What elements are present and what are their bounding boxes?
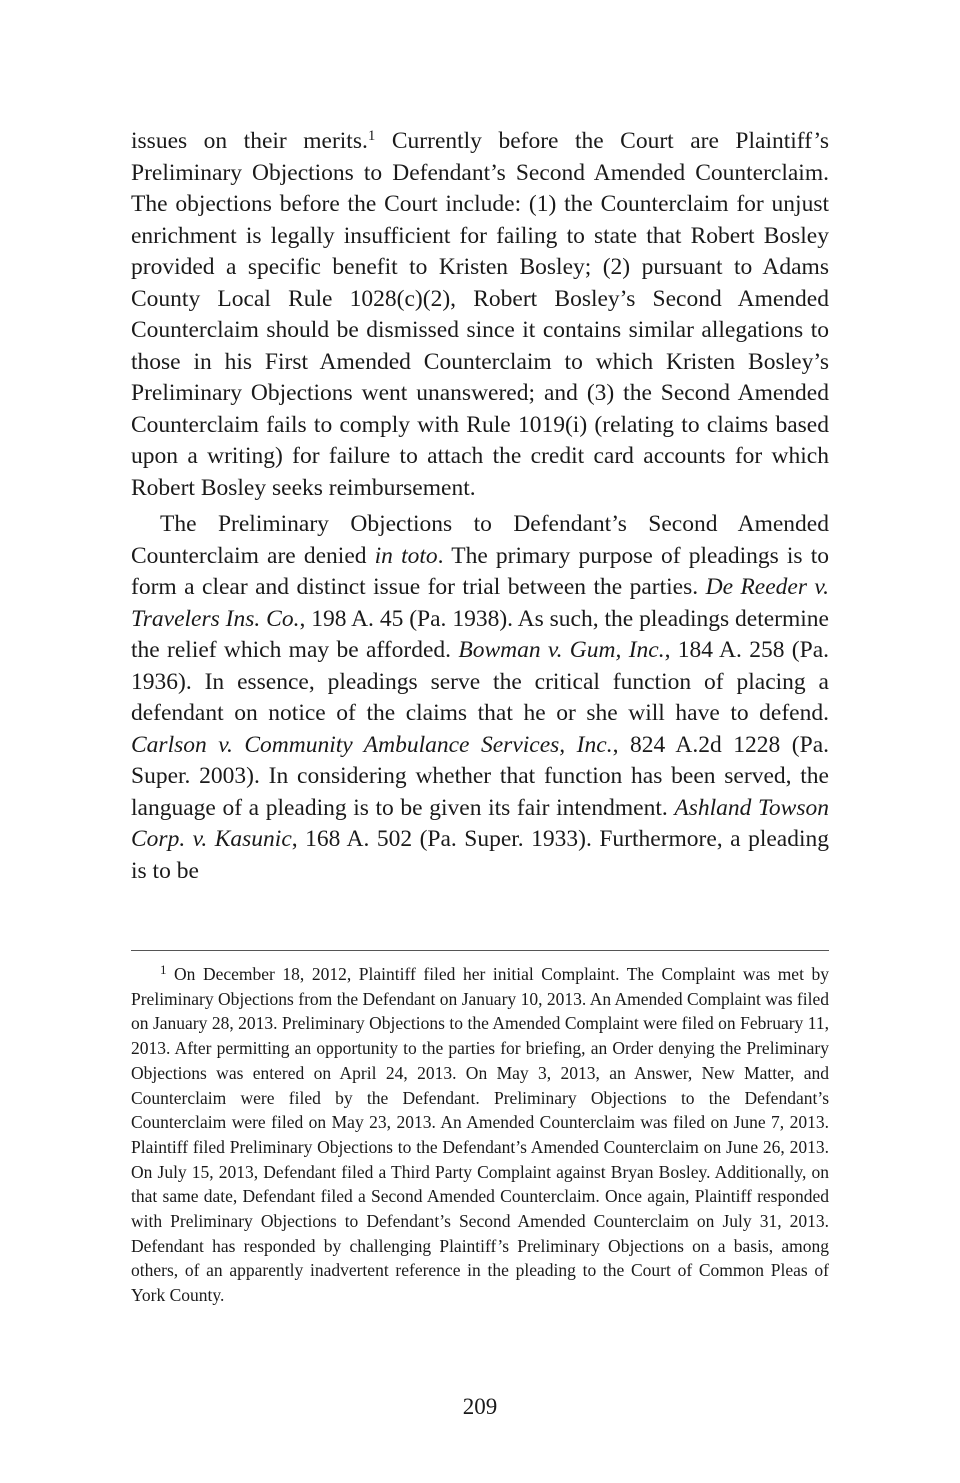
paragraph-2-text-4: , 184 A. 258 (Pa. 1936). In essence, pleadings serve the critical function of placing a defendant on notice of the claims that he or she will have to defend. — [131, 637, 830, 726]
page-number: 209 — [462, 1394, 498, 1419]
footnote-reference: 1 — [367, 128, 376, 144]
case-citation-de-reeder: De Reeder v. Travelers Ins. Co. — [131, 574, 829, 632]
paragraph-1-lead: issues on their merits. — [131, 128, 368, 154]
main-text — [131, 126, 829, 887]
footnote — [131, 962, 829, 1308]
paragraph-2-text-1: The Preliminary Objections to Defendant’s Second Amended Counterclaim are denied — [131, 511, 829, 569]
paragraph-1 — [131, 126, 829, 504]
paragraph-2-text-5: , 824 A.2d 1228 (Pa. Super. 2003). In considering whether that function has been served, the language of a pleading is to be given its fair intendment. — [131, 731, 830, 821]
case-citation-bowman: Bowman v. Gum, Inc. — [458, 637, 665, 663]
paragraph-2-text-2: . The primary purpose of pleadings is to form a clear and distinct issue for trial between the parties. — [131, 542, 829, 600]
paragraph-1-text: Currently before the Court are Plaintiff’s Preliminary Objections to Defendant’s Second Amended Counterclaim. The objections before the Court include: (1) the Counterclaim for unjust enrichment is legally insufficient for failing to state that Robert Bosley provided a specific benefit to Kristen Bosley; (2) pursuant to Adams County Local Rule 1028(c)(2), Robert Bosley’s Second Amended Counterclaim should be dismissed since it contains similar allegations to those in his First Amended Counterclaim to which Kristen Bosley’s Preliminary Objections went unanswered; and (3) the Second Amended Counterclaim fails to comply with Rule 1019(i) (relating to claims based upon a writing) for failure to attach the credit card accounts for which Robert Bosley seeks reimbursement. — [131, 128, 829, 501]
paragraph-2 — [131, 509, 829, 887]
case-citation-ashland: Ashland Towson Corp. v. Kasunic — [131, 794, 829, 852]
footnote-number: 1 — [160, 962, 167, 977]
paragraph-2-text-3: , 198 A. 45 (Pa. 1938). As such, the pleadings determine the relief which may be afforded. — [131, 605, 829, 663]
footnote-text: On December 18, 2012, Plaintiff filed her initial Complaint. The Complaint was met by Preliminary Objections from the Defendant on January 10, 2013. An Amended Complaint was filed on January 28, 2013. Preliminary Objections to the Amended Complaint were filed on February 11, 2013. After permitting an opportunity to the parties for briefing, an Order denying the Preliminary Objections was entered on April 24, 2013. On May 3, 2013, an Answer, New Matter, and Counterclaim were filed by the Defendant. Preliminary Objections to the Defendant’s Counterclaim were filed on May 23, 2013. An Amended Counterclaim was filed on June 7, 2013. Plaintiff filed Preliminary Objections to the Defendant’s Amended Counterclaim on June 26, 2013. On July 15, 2013, Defendant filed a Third Party Complaint against Bryan Bosley. Additionally, on that same date, Defendant filed a Second Amended Counterclaim. Once again, Plaintiff responded with Preliminary Objections to Defendant’s Second Amended Counterclaim on July 31, 2013. Defendant has responded by challenging Plaintiff’s Preliminary Objections on a basis, among others, of an apparently inadvertent reference in the pleading to the Court of Common Pleas of York County. — [131, 964, 829, 1306]
footnote-divider — [131, 950, 829, 951]
paragraph-2-text-6: , 168 A. 502 (Pa. Super. 1933). Furthermore, a pleading is to be — [131, 826, 829, 884]
footnote-paragraph — [131, 962, 829, 1308]
latin-phrase: in toto — [374, 542, 438, 569]
case-citation-carlson: Carlson v. Community Ambulance Services, Inc. — [131, 731, 613, 758]
